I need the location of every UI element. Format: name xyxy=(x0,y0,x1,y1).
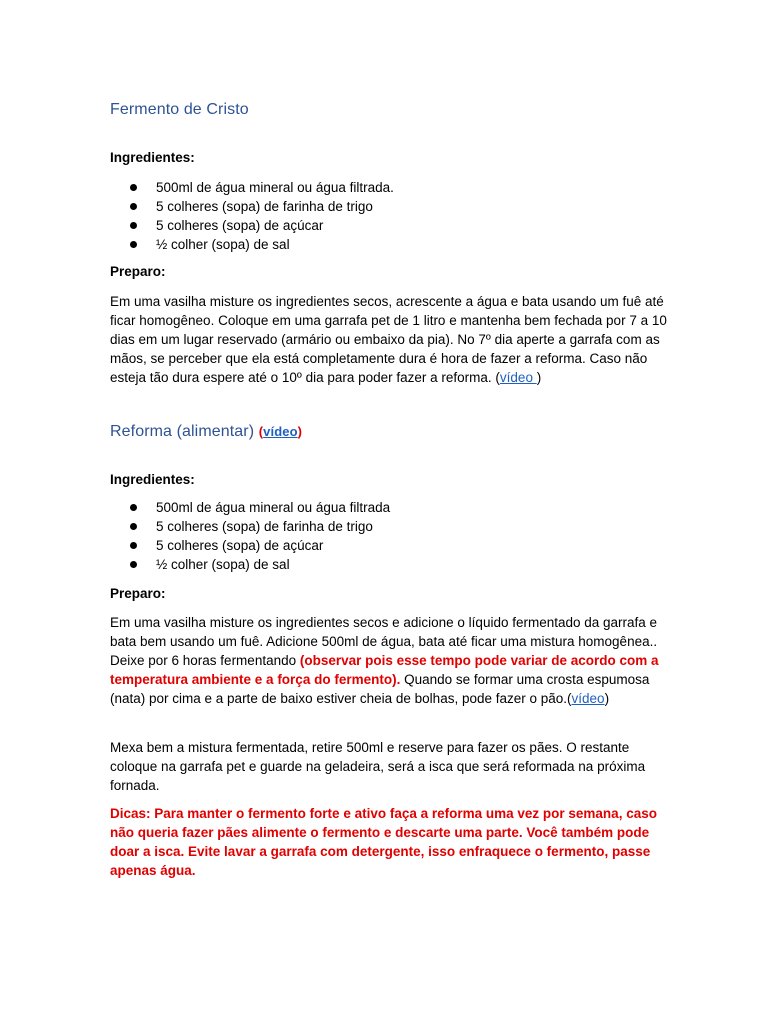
preparo-label: Preparo: xyxy=(110,264,166,279)
list-item: ½ colher (sopa) de sal xyxy=(110,235,394,254)
bullet-icon xyxy=(130,203,137,210)
ingredients-label: Ingredientes: xyxy=(110,150,195,165)
ingredients-list xyxy=(110,178,394,254)
preparo-paragraph: Em uma vasilha misture os ingredientes secos e adicione o líquido fermentado da garrafa e bata bem usando um fuê. Adicione 500ml de água, bata até ficar uma mistura homogênea.. Deixe por 6 horas fermentando (observar pois esse tempo pode variar de acordo com a temperatura ambiente e a força do fermento). Quando se formar uma crosta espumosa (nata) por cima e a parte de baixo estiver cheia de bolhas, pode fazer o pão.(vídeo) xyxy=(110,615,659,706)
dicas-paragraph: Dicas: Para manter o fermento forte e ativo faça a reforma uma vez por semana, caso não queria fazer pães alimente o fermento e descarte uma parte. Você também pode doar a isca. Evite lavar a garrafa com detergente, isso enfraquece o fermento, passe apenas água. xyxy=(110,806,657,878)
section-title-reforma: Reforma (alimentar) (vídeo) xyxy=(110,423,303,440)
list-item: 5 colheres (sopa) de farinha de trigo xyxy=(110,517,390,536)
mexa-paragraph: Mexa bem a mistura fermentada, retire 500ml e reserve para fazer os pães. O restante coloque na garrafa pet e guarde na geladeira, será a isca que será reformada na próxima fornada. xyxy=(110,740,646,793)
preparo-label: Preparo: xyxy=(110,586,166,601)
section-title-fermento: Fermento de Cristo xyxy=(110,101,249,118)
ingredients-label: Ingredientes: xyxy=(110,472,195,487)
warning-note: (observar pois esse tempo pode variar de acordo com a temperatura ambiente e a força do fermento). xyxy=(110,653,659,687)
video-link[interactable]: vídeo xyxy=(499,370,537,385)
title-video-link[interactable]: vídeo xyxy=(263,424,298,439)
title-video-link-wrap: (vídeo) xyxy=(258,424,303,439)
list-item: 5 colheres (sopa) de açúcar xyxy=(110,536,390,555)
bullet-icon xyxy=(130,561,137,568)
ingredients-list xyxy=(110,498,390,574)
list-item: 5 colheres (sopa) de farinha de trigo xyxy=(110,197,394,216)
bullet-icon xyxy=(130,523,137,530)
bullet-icon xyxy=(130,542,137,549)
bullet-icon xyxy=(130,184,137,191)
list-item: 500ml de água mineral ou água filtrada. xyxy=(110,178,394,197)
list-item: 5 colheres (sopa) de açúcar xyxy=(110,216,394,235)
preparo-paragraph: Em uma vasilha misture os ingredientes secos, acrescente a água e bata usando um fuê até ficar homogêneo. Coloque em uma garrafa pet de 1 litro e mantenha bem fechada por 7 a 10 dias em um lugar reservado (armário ou embaixo da pia). No 7º dia aperte a garrafa com as mãos, se perceber que ela está completamente dura é hora de fazer a reforma. Caso não esteja tão dura espere até o 10º dia para poder fazer a reforma. (vídeo ) xyxy=(110,294,667,385)
bullet-icon xyxy=(130,241,137,248)
bullet-icon xyxy=(130,504,137,511)
list-item: 500ml de água mineral ou água filtrada xyxy=(110,498,390,517)
video-link[interactable]: vídeo xyxy=(571,691,605,706)
list-item: ½ colher (sopa) de sal xyxy=(110,555,390,574)
bullet-icon xyxy=(130,222,137,229)
